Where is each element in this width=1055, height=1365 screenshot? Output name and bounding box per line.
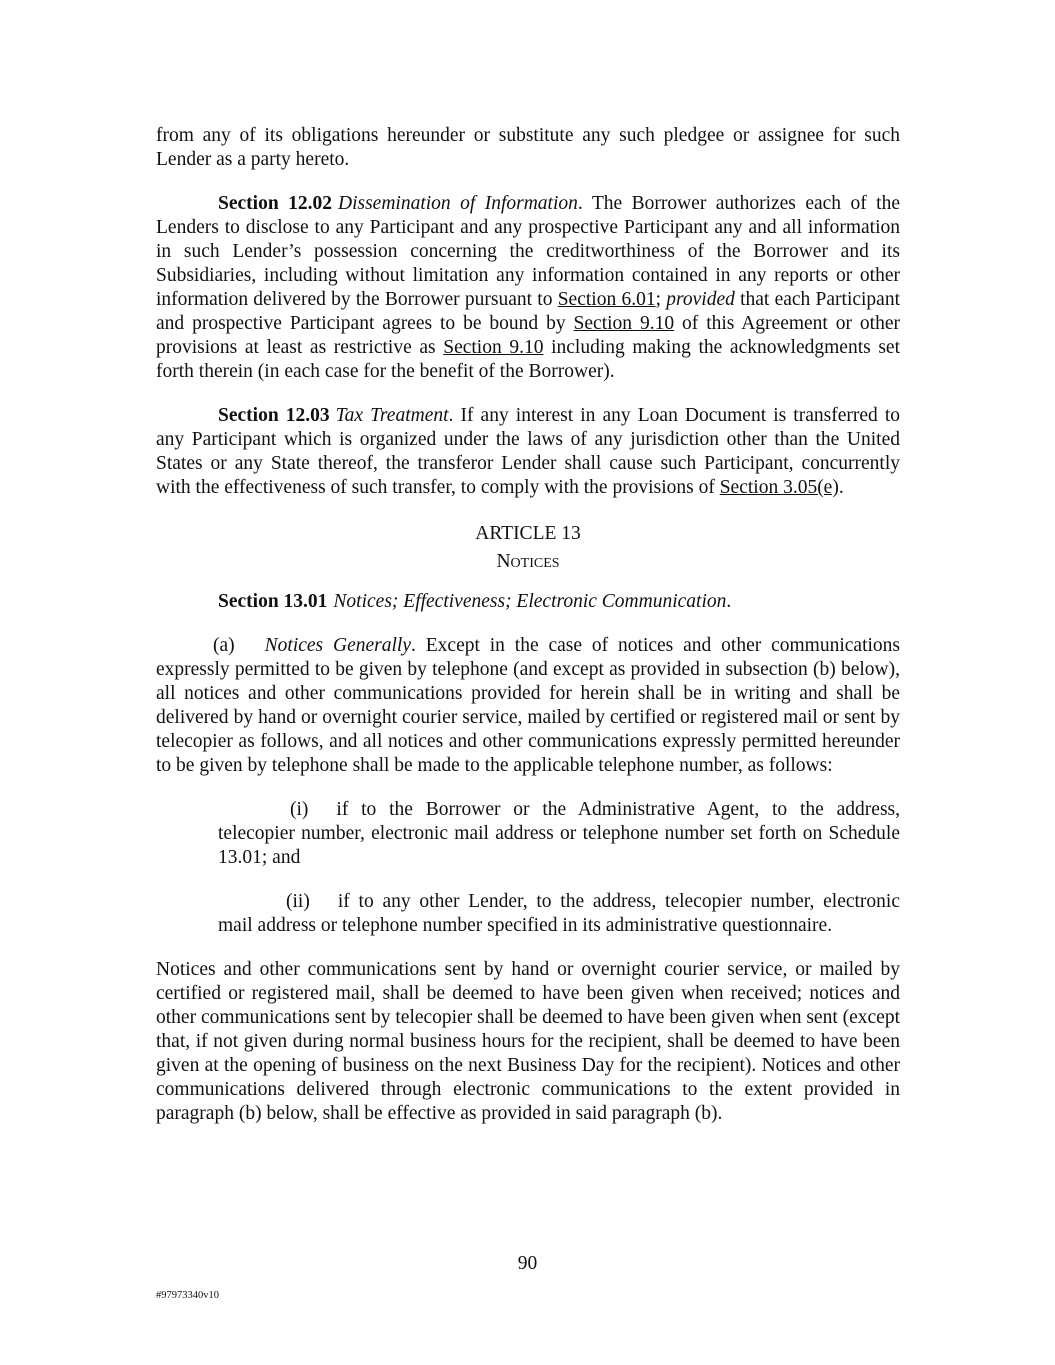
provided-term: provided (666, 289, 735, 310)
item-i (218, 798, 900, 870)
section-12-02-text-3: that each Participant and prospective Participant agrees to be bound by (156, 289, 901, 334)
section-12-03-title: Tax Treatment (335, 405, 449, 426)
document-page (156, 124, 900, 1146)
section-9-10-reference: Section 9.10 (573, 313, 675, 334)
section-12-02-text-5: including making the acknowledgments set forth therein (in each case for the benefit of the Borrower). (156, 337, 900, 382)
section-12-02-text-4: of this Agreement or other provisions at least as restrictive as (156, 313, 900, 358)
section-12-03-text-1: . If any interest in any Loan Document is transferred to any Participant which is organized under the laws of any jurisdiction other than the United States or any State thereof, the transferor Lender shall cause such Participant, concurrently with the effectiveness of such transfer, to comply with the provisions of (156, 405, 900, 498)
section-13-01-title: Notices; Effectiveness; Electronic Communication (333, 591, 727, 612)
item-i-text: if to the Borrower or the Administrative Agent, to the address, telecopier number, electronic mail address or telephone number set forth on Schedule 13.01; and (218, 799, 900, 868)
section-13-01-title-end: . (726, 591, 732, 612)
section-12-03-number: Section 12.03 (218, 405, 330, 426)
article-title: Notices (496, 551, 560, 572)
section-13-01-number: Section 13.01 (218, 591, 328, 612)
item-ii-text: if to any other Lender, to the address, telecopier number, electronic mail address or telephone number specified in its administrative questionnaire. (218, 891, 900, 936)
section-12-02-title: Dissemination of Information (337, 193, 578, 214)
section-12-02-text-2: ; (655, 289, 667, 310)
article-label: ARTICLE 13 (475, 523, 581, 544)
section-9-10-reference-2: Section 9.10 (443, 337, 544, 358)
item-ii (218, 890, 900, 938)
section-6-01-reference: Section 6.01 (557, 289, 656, 310)
item-i-label: (i) (290, 799, 309, 820)
paragraph-a-text: . Except in the case of notices and other communications expressly permitted to be given by telephone (and except as provided in subsection (b) below), all notices and other communications provided for herein shall be in writing and shall be delivered by hand or overnight courier service, mailed by certified or registered mail or sent by telecopier as follows, and all notices and other communications expressly permitted hereunder to be given by telephone shall be made to the applicable telephone number, as follows: (156, 635, 900, 776)
section-12-02-text-1: . The Borrower authorizes each of the Lenders to disclose to any Participant and any prospective Participant any and all information in such Lender’s possession concerning the creditworthiness of the Borrower and its Subsidiaries, including without limitation any information contained in any reports or other information delivered by the Borrower pursuant to (156, 193, 900, 310)
continuation-paragraph: from any of its obligations hereunder or substitute any such pledgee or assignee for such Lender as a party hereto. (156, 125, 900, 170)
page-number: 90 (517, 1253, 538, 1274)
paragraph-a-label: (a) (213, 635, 235, 656)
document-id: #97973340v10 (156, 1290, 219, 1301)
section-12-02-number: Section 12.02 (218, 193, 332, 214)
section-12-03-paragraph (156, 404, 900, 500)
paragraph-a (156, 634, 900, 778)
section-13-01-heading (156, 590, 900, 614)
section-3-05e-reference: Section 3.05(e) (719, 477, 839, 498)
section-12-03-text-2: . (838, 477, 844, 498)
paragraph-a-title: Notices Generally (264, 635, 411, 656)
closing-paragraph: Notices and other communications sent by hand or overnight courier service, or mailed by certified or registered mail, shall be deemed to have been given when received; notices and other communications sent by telecopier shall be deemed to have been given when sent (except that, if not given during normal business hours for the recipient, shall be deemed to have been given at the opening of business on the next Business Day for the recipient). Notices and other communications delivered through electronic communications to the extent provided in paragraph (b) below, shall be effective as provided in said paragraph (b). (156, 959, 900, 1124)
article-heading (156, 520, 900, 576)
item-ii-label: (ii) (286, 891, 310, 912)
section-12-02-paragraph (156, 192, 900, 384)
